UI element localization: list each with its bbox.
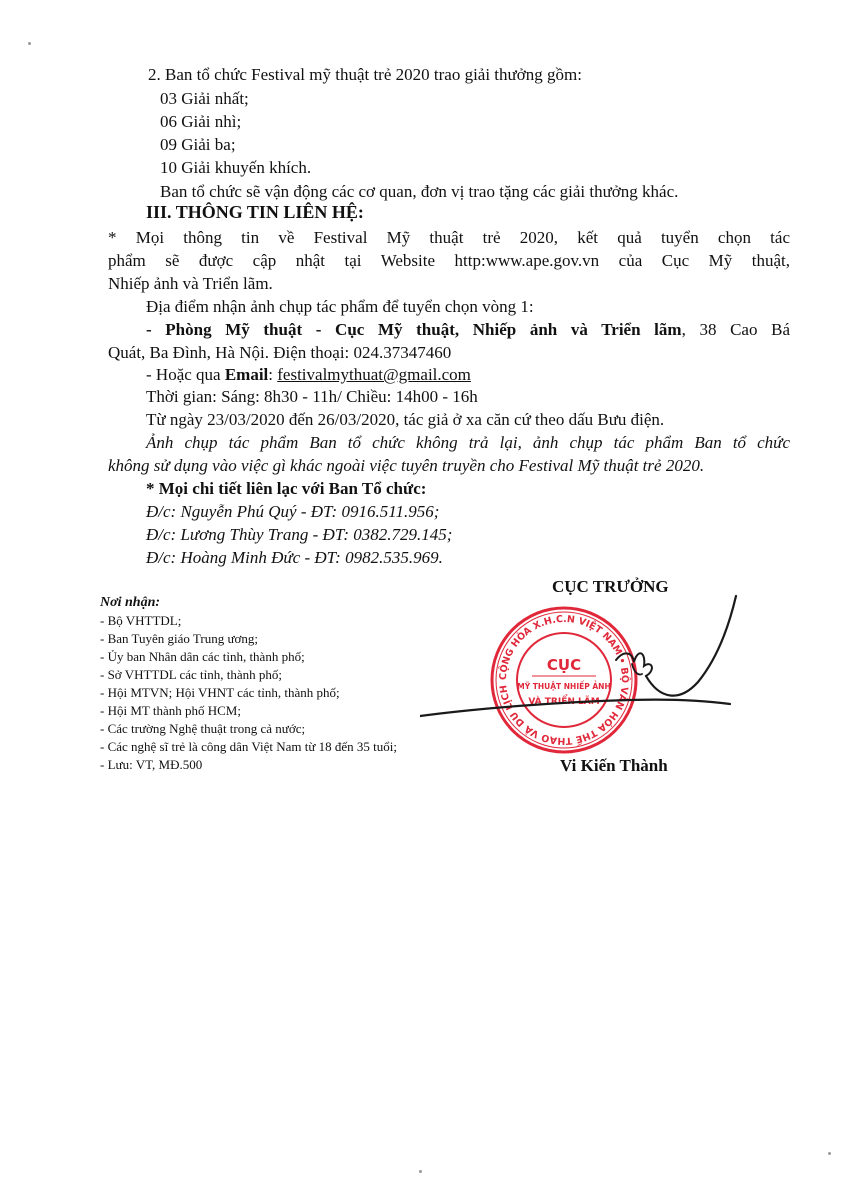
- award-third: 09 Giải ba;: [160, 135, 236, 154]
- contact-person-1: Đ/c: Nguyễn Phú Quý - ĐT: 0916.511.956;: [146, 502, 440, 521]
- scan-speck: [28, 42, 31, 45]
- scan-speck: [828, 1152, 831, 1155]
- seal-outer-text: CỘNG HÒA X.H.C.N VIỆT NAM • BỘ VĂN HÓA THỂ THAO VÀ DU LỊCH: [497, 613, 631, 747]
- email-label: Email: [224, 365, 269, 384]
- location-intro: Địa điểm nhận ảnh chụp tác phẩm để tuyển chọn vòng 1:: [146, 297, 534, 316]
- recipient-item: - Sở VHTTDL các tỉnh, thành phố;: [100, 667, 282, 682]
- awards-intro: 2. Ban tổ chức Festival mỹ thuật trẻ 2020 trao giải thưởng gồm:: [148, 65, 582, 84]
- recipient-item: - Hội MTVN; Hội VHNT các tỉnh, thành phố;: [100, 685, 340, 700]
- recipient-item: - Lưu: VT, MĐ.500: [100, 757, 203, 772]
- recipient-item: - Ban Tuyên giáo Trung ương;: [100, 631, 259, 646]
- contact-heading: III. THÔNG TIN LIÊN HỆ:: [146, 202, 364, 222]
- signer-title: CỤC TRƯỞNG: [552, 577, 669, 596]
- email-colon: :: [268, 365, 278, 384]
- details-heading: * Mọi chi tiết liên lạc với Ban Tổ chức:: [146, 479, 427, 498]
- receiving-dates: Từ ngày 23/03/2020 đến 26/03/2020, tác giả ở xa căn cứ theo dấu Bưu điện.: [146, 410, 665, 429]
- recipient-item: - Bộ VHTTDL;: [100, 613, 182, 628]
- contact-paragraph-line2: phẩm sẽ được cập nhật tại Website http:www.ape.gov.vn của Cục Mỹ thuật,: [108, 251, 790, 270]
- recipient-item: - Hội MT thành phố HCM;: [100, 703, 241, 718]
- recipients-heading: Nơi nhận:: [100, 595, 161, 610]
- office-line2: Quát, Ba Đình, Hà Nội. Điện thoại: 024.37347460: [108, 343, 452, 362]
- contact-person-3: Đ/c: Hoàng Minh Đức - ĐT: 0982.535.969.: [146, 548, 443, 567]
- office-address-start: , 38 Cao Bá: [681, 320, 790, 339]
- office-line1: [146, 319, 790, 340]
- contact-paragraph-line1: * Mọi thông tin về Festival Mỹ thuật trẻ 2020, kết quả tuyển chọn tác: [108, 228, 790, 247]
- recipient-item: - Ủy ban Nhân dân các tỉnh, thành phố;: [100, 649, 305, 664]
- contact-person-2: Đ/c: Lương Thùy Trang - ĐT: 0382.729.145;: [146, 525, 453, 544]
- email-link[interactable]: festivalmythuat@gmail.com: [277, 365, 471, 384]
- scan-speck: [419, 1170, 422, 1173]
- award-encouragement: 10 Giải khuyến khích.: [160, 158, 312, 177]
- seal-center-mid: MỸ THUẬT NHIẾP ẢNH: [517, 682, 611, 691]
- recipient-item: - Các nghệ sĩ trẻ là công dân Việt Nam từ 18 đến 35 tuổi;: [100, 739, 398, 754]
- seal-center-bottom: VÀ TRIỂN LÃM: [528, 697, 600, 707]
- office-name: - Phòng Mỹ thuật - Cục Mỹ thuật, Nhiếp ảnh và Triển lãm: [146, 320, 682, 339]
- seal-center-top: CỤC: [546, 656, 582, 674]
- receiving-time: Thời gian: Sáng: 8h30 - 11h/ Chiều: 14h00 - 16h: [146, 387, 478, 406]
- contact-paragraph-line3: Nhiếp ảnh và Triển lãm.: [108, 274, 273, 293]
- email-prefix: - Hoặc qua: [146, 365, 225, 384]
- award-first: 03 Giải nhất;: [160, 89, 249, 108]
- awards-note: Ban tổ chức sẽ vận động các cơ quan, đơn vị trao tặng các giải thưởng khác.: [160, 182, 679, 201]
- recipient-item: - Các trường Nghệ thuật trong cả nước;: [100, 721, 306, 736]
- handwritten-signature: [420, 590, 750, 730]
- disclaimer-line2: không sử dụng vào việc gì khác ngoài việc tuyên truyền cho Festival Mỹ thuật trẻ 2020.: [108, 456, 705, 475]
- email-line: [146, 364, 471, 385]
- award-second: 06 Giải nhì;: [160, 112, 242, 131]
- signer-name: Vi Kiến Thành: [560, 756, 668, 775]
- disclaimer-line1: Ảnh chụp tác phẩm Ban tổ chức không trả lại, ảnh chụp tác phẩm Ban tổ chức: [146, 433, 790, 452]
